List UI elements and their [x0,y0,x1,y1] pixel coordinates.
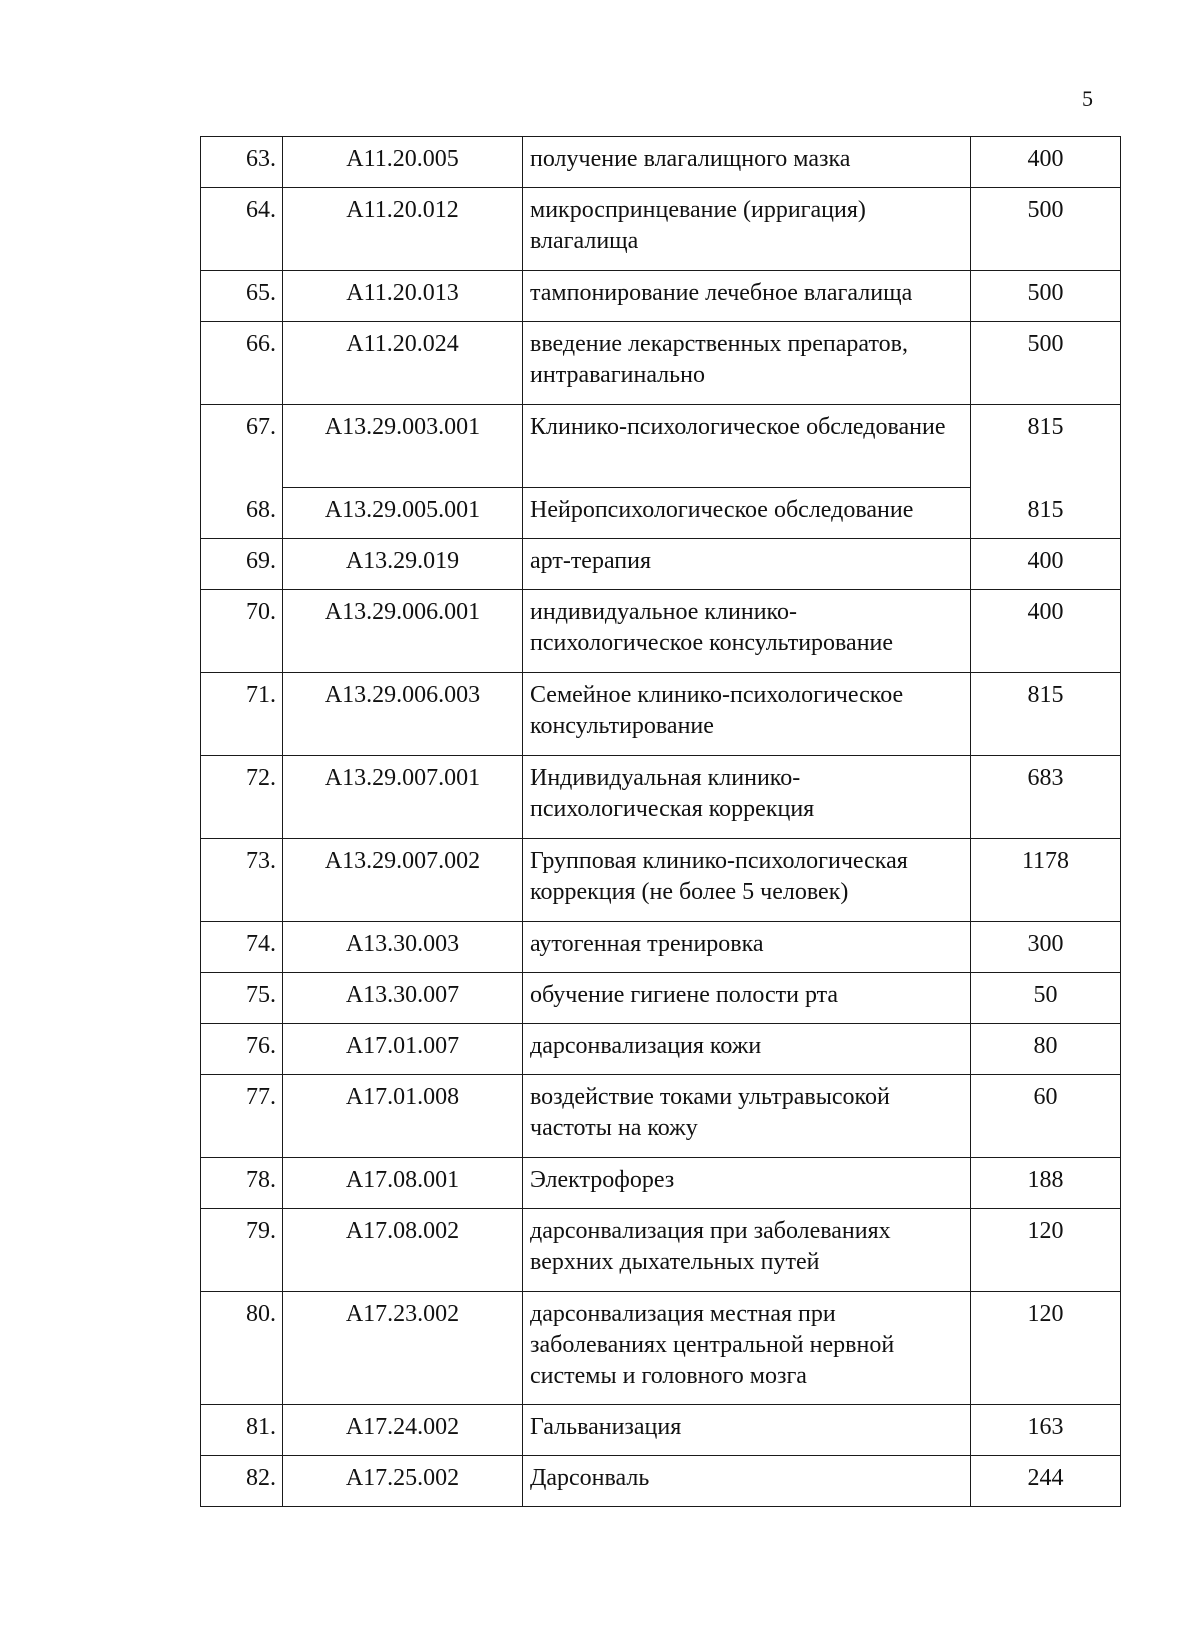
service-name: тампонирование лечебное влагалища [523,271,971,322]
service-code: А17.25.002 [283,1456,523,1507]
row-number: 66. [201,322,283,405]
service-code: А13.29.007.002 [283,839,523,922]
row-number: 71. [201,673,283,756]
service-code: А13.29.007.001 [283,756,523,839]
row-number: 74. [201,922,283,973]
service-price: 60 [971,1075,1121,1158]
service-price: 80 [971,1024,1121,1075]
service-price: 815 [971,405,1121,488]
service-code: А11.20.005 [283,137,523,188]
row-number: 79. [201,1209,283,1292]
service-name: дарсонвализация местная при заболеваниях центральной нервной системы и головного мозга [523,1292,971,1405]
row-number: 63. [201,137,283,188]
service-price: 815 [971,673,1121,756]
table-row [201,322,1121,405]
table-row [201,405,1121,488]
service-price: 683 [971,756,1121,839]
service-price: 815 [971,488,1121,539]
service-price: 163 [971,1405,1121,1456]
table-row [201,973,1121,1024]
service-name: дарсонвализация кожи [523,1024,971,1075]
service-price: 400 [971,539,1121,590]
price-table [200,136,1121,1507]
service-name: обучение гигиене полости рта [523,973,971,1024]
row-number: 67. [201,405,283,488]
service-code: А17.24.002 [283,1405,523,1456]
service-name: Семейное клинико-психологическое консультирование [523,673,971,756]
row-number: 77. [201,1075,283,1158]
service-name: получение влагалищного мазка [523,137,971,188]
service-price: 120 [971,1209,1121,1292]
table-row [201,188,1121,271]
service-code: А17.08.002 [283,1209,523,1292]
row-number: 70. [201,590,283,673]
service-code: А13.30.003 [283,922,523,973]
table-row [201,922,1121,973]
service-price: 120 [971,1292,1121,1405]
service-code: А13.29.006.003 [283,673,523,756]
service-code: А13.29.005.001 [283,488,523,539]
service-code: А13.29.003.001 [283,405,523,488]
service-price: 500 [971,188,1121,271]
row-number: 72. [201,756,283,839]
service-code: А17.23.002 [283,1292,523,1405]
row-number: 78. [201,1158,283,1209]
service-code: А17.08.001 [283,1158,523,1209]
service-code: А13.30.007 [283,973,523,1024]
service-name: Клинико-психологическое обследование [523,405,971,488]
service-price: 1178 [971,839,1121,922]
row-number: 76. [201,1024,283,1075]
service-price: 188 [971,1158,1121,1209]
page-number: 5 [1082,86,1093,111]
service-name: индивидуальное клинико-психологическое консультирование [523,590,971,673]
table-row [201,1209,1121,1292]
table-row [201,539,1121,590]
service-name: арт-терапия [523,539,971,590]
service-code: А13.29.006.001 [283,590,523,673]
table-row [201,756,1121,839]
row-number: 69. [201,539,283,590]
service-name: Гальванизация [523,1405,971,1456]
service-price: 500 [971,271,1121,322]
service-code: А13.29.019 [283,539,523,590]
row-number: 73. [201,839,283,922]
service-price: 50 [971,973,1121,1024]
service-name: Индивидуальная клинико-психологическая коррекция [523,756,971,839]
table-row [201,1158,1121,1209]
service-name: дарсонвализация при заболеваниях верхних дыхательных путей [523,1209,971,1292]
service-price: 400 [971,590,1121,673]
table-row [201,137,1121,188]
service-code: А17.01.007 [283,1024,523,1075]
service-name: Электрофорез [523,1158,971,1209]
table-row [201,673,1121,756]
table-row [201,1075,1121,1158]
row-number: 68. [201,488,283,539]
table-row [201,1456,1121,1507]
row-number: 64. [201,188,283,271]
table-row [201,1024,1121,1075]
service-code: А17.01.008 [283,1075,523,1158]
service-price: 500 [971,322,1121,405]
row-number: 81. [201,1405,283,1456]
service-price: 400 [971,137,1121,188]
service-name: Нейропсихологическое обследование [523,488,971,539]
service-name: введение лекарственных препаратов, интравагинально [523,322,971,405]
row-number: 75. [201,973,283,1024]
table-row [201,1405,1121,1456]
table-row [201,488,1121,539]
service-name: Дарсонваль [523,1456,971,1507]
table-row [201,1292,1121,1405]
row-number: 80. [201,1292,283,1405]
service-code: А11.20.012 [283,188,523,271]
table-row [201,271,1121,322]
service-name: аутогенная тренировка [523,922,971,973]
row-number: 65. [201,271,283,322]
service-code: А11.20.013 [283,271,523,322]
table-row [201,590,1121,673]
service-price: 244 [971,1456,1121,1507]
service-price: 300 [971,922,1121,973]
service-name: Групповая клинико-психологическая коррекция (не более 5 человек) [523,839,971,922]
service-name: микроспринцевание (ирригация) влагалища [523,188,971,271]
row-number: 82. [201,1456,283,1507]
service-code: А11.20.024 [283,322,523,405]
service-name: воздействие токами ультравысокой частоты на кожу [523,1075,971,1158]
table-row [201,839,1121,922]
